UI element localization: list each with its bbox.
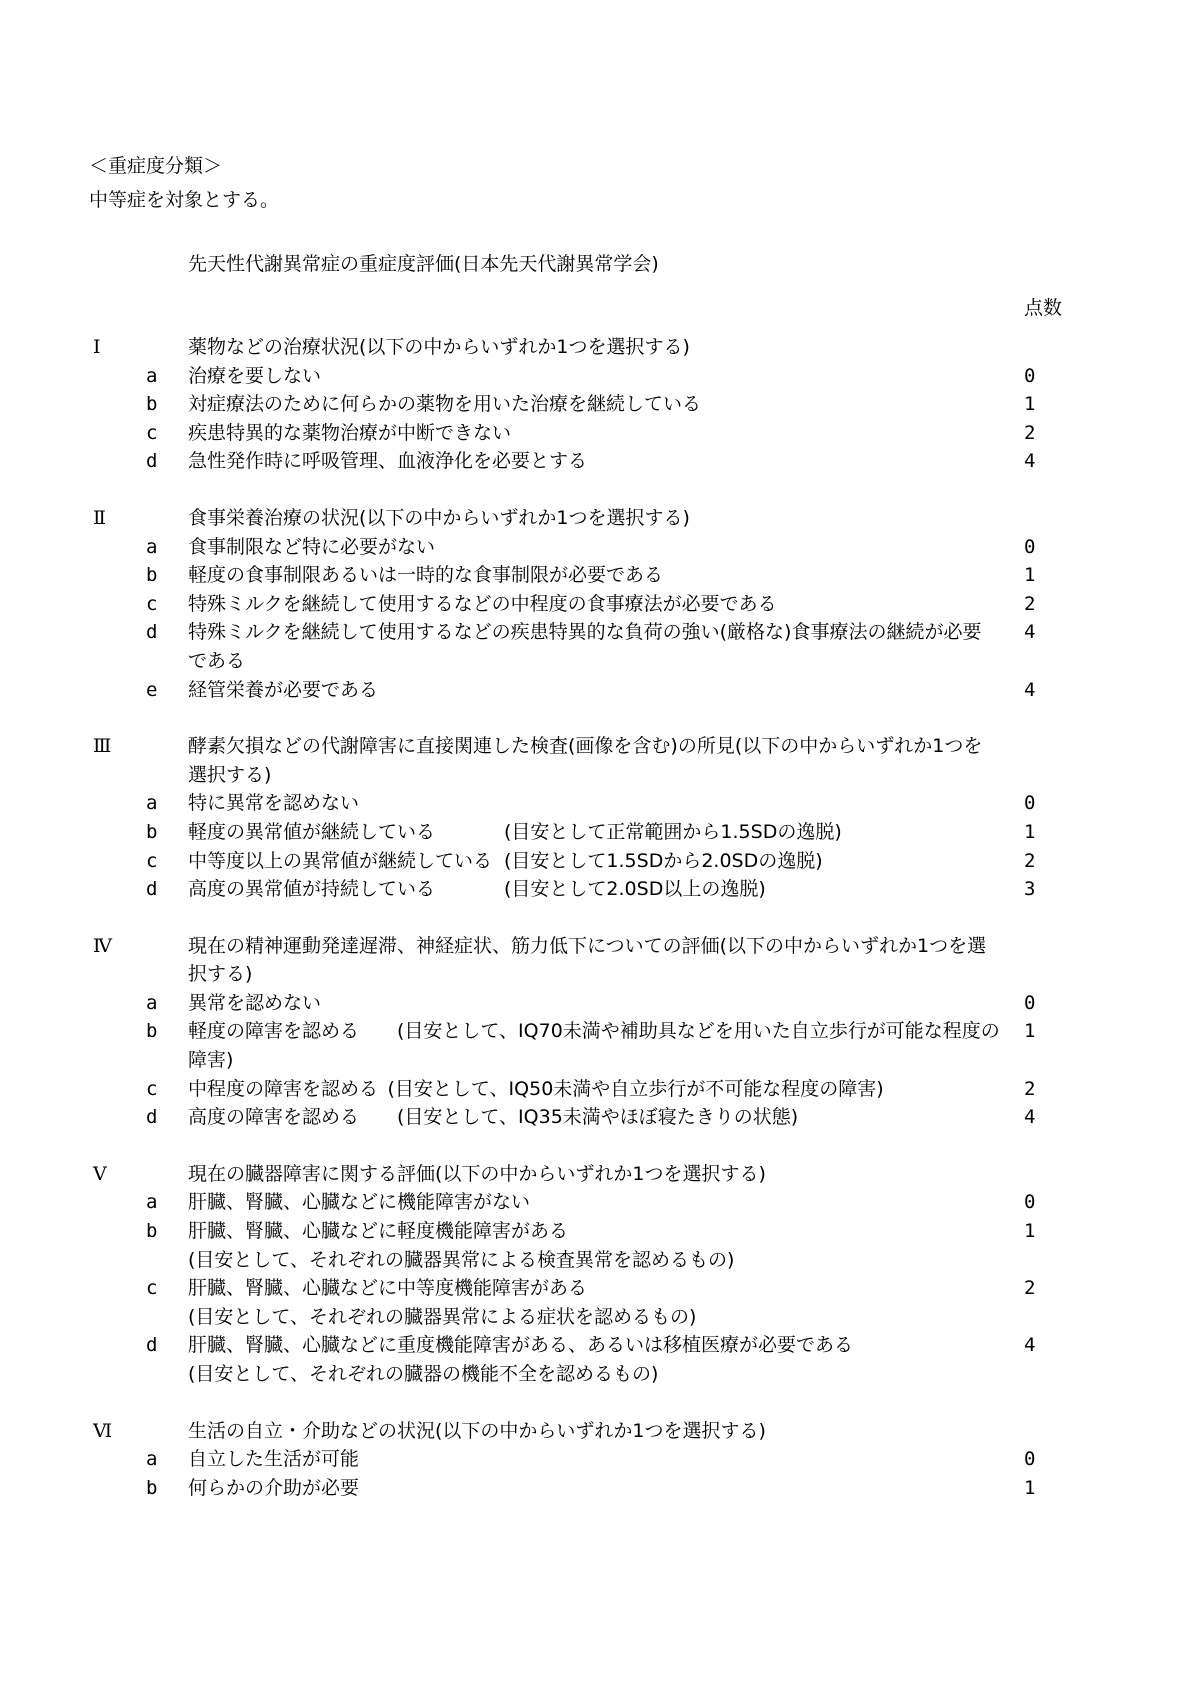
criteria-section xyxy=(0,333,1181,476)
item-criterion: 軽度の異常値が継続している xyxy=(188,820,436,843)
item-score: 2 xyxy=(1024,1077,1036,1100)
item-letter: c xyxy=(146,421,158,444)
item-text: 特殊ミルクを継続して使用するなどの中程度の食事療法が必要である xyxy=(188,592,777,615)
section-title-row xyxy=(0,1160,1181,1189)
criteria-item xyxy=(0,1445,1181,1474)
item-score: 4 xyxy=(1024,1334,1036,1357)
item-text xyxy=(188,875,1000,904)
criteria-item xyxy=(0,1075,1181,1104)
section-title: 生活の自立・介助などの状況(以下の中からいずれか1つを選択する) xyxy=(188,1419,766,1442)
criteria-item xyxy=(0,847,1181,876)
item-criterion: 異常を認めない xyxy=(188,991,322,1014)
item-letter: b xyxy=(146,1020,158,1043)
item-letter: d xyxy=(146,1106,158,1129)
criteria-item xyxy=(0,1017,1181,1074)
item-text xyxy=(188,789,1000,818)
item-text xyxy=(188,818,1000,847)
item-guideline-row xyxy=(0,1303,1181,1332)
criteria-section xyxy=(0,932,1181,1132)
item-guideline-row xyxy=(0,1246,1181,1275)
section-numeral: Ⅴ xyxy=(93,1162,107,1185)
item-text: 肝臓、腎臓、心臓などに重度機能障害がある、あるいは移植医療が必要である xyxy=(188,1334,854,1357)
criteria-item xyxy=(0,789,1181,818)
item-score: 0 xyxy=(1024,1448,1036,1471)
item-text: 経管栄養が必要である xyxy=(188,678,379,701)
item-letter: a xyxy=(146,792,158,815)
section-title-row xyxy=(0,732,1181,789)
section-numeral: Ⅵ xyxy=(93,1419,113,1442)
section-title: 酵素欠損などの代謝障害に直接関連した検査(画像を含む)の所見(以下の中からいずれか1つを選択する) xyxy=(188,735,983,786)
item-text: 対症療法のために何らかの薬物を用いた治療を継続している xyxy=(188,393,702,416)
criteria-item xyxy=(0,447,1181,476)
criteria-item xyxy=(0,1188,1181,1217)
criteria-item xyxy=(0,875,1181,904)
item-letter: b xyxy=(146,564,158,587)
item-letter: a xyxy=(146,535,158,558)
item-letter: a xyxy=(146,991,158,1014)
section-numeral: Ⅱ xyxy=(93,506,106,529)
criteria-item xyxy=(0,1331,1181,1360)
item-text: 食事制限など特に必要がない xyxy=(188,535,436,558)
item-score: 0 xyxy=(1024,991,1036,1014)
item-letter: d xyxy=(146,450,158,473)
item-letter: b xyxy=(146,393,158,416)
criteria-item xyxy=(0,362,1181,391)
item-score: 1 xyxy=(1024,820,1036,843)
item-criterion: 中等度以上の異常値が継続している xyxy=(188,849,493,872)
item-criterion: 軽度の障害を認める xyxy=(188,1020,360,1043)
criteria-item xyxy=(0,1474,1181,1503)
item-text: 自立した生活が可能 xyxy=(188,1448,360,1471)
criteria-section xyxy=(0,1417,1181,1503)
item-guideline: (目安として、それぞれの臓器異常による症状を認めるもの) xyxy=(188,1305,697,1328)
criteria-item xyxy=(0,618,1181,675)
item-letter: a xyxy=(146,1191,158,1214)
criteria-item xyxy=(0,533,1181,562)
criteria-item xyxy=(0,818,1181,847)
item-criterion: 高度の異常値が持続している xyxy=(188,878,436,901)
criteria-section xyxy=(0,504,1181,704)
item-letter: b xyxy=(146,820,158,843)
item-score: 2 xyxy=(1024,421,1036,444)
item-text: 治療を要しない xyxy=(188,364,322,387)
item-score: 1 xyxy=(1024,564,1036,587)
section-heading: ＜重症度分類＞ xyxy=(89,155,223,177)
item-letter: d xyxy=(146,878,158,901)
item-text: 肝臓、腎臓、心臓などに軽度機能障害がある xyxy=(188,1220,569,1243)
item-text xyxy=(188,1017,1000,1074)
item-text: 特殊ミルクを継続して使用するなどの疾患特異的な負荷の強い(厳格な)食事療法の継続が必要である xyxy=(188,621,982,672)
item-score: 0 xyxy=(1024,792,1036,815)
item-text: 肝臓、腎臓、心臓などに機能障害がない xyxy=(188,1191,531,1214)
criteria-item xyxy=(0,989,1181,1018)
item-text: 何らかの介助が必要 xyxy=(188,1476,360,1499)
section-title: 現在の臓器障害に関する評価(以下の中からいずれか1つを選択する) xyxy=(188,1162,766,1185)
section-title: 薬物などの治療状況(以下の中からいずれか1つを選択する) xyxy=(188,336,690,358)
item-text: 疾患特異的な薬物治療が中断できない xyxy=(188,421,512,444)
item-score: 4 xyxy=(1024,1106,1036,1129)
criteria-item xyxy=(0,390,1181,419)
section-title: 現在の精神運動発達遅滞、神経症状、筋力低下についての評価(以下の中からいずれか1つを選択する) xyxy=(188,934,987,986)
item-letter: d xyxy=(146,1334,158,1357)
score-column-header: 点数 xyxy=(1024,297,1063,319)
criteria-section xyxy=(0,732,1181,904)
item-guideline: (目安として1.5SDから2.0SDの逸脱) xyxy=(504,849,823,872)
item-score: 1 xyxy=(1024,393,1036,416)
item-text: 急性発作時に呼吸管理、血液浄化を必要とする xyxy=(188,450,588,473)
item-guideline: (目安として、IQ50未満や自立歩行が不可能な程度の障害) xyxy=(387,1077,884,1100)
section-title-row xyxy=(0,932,1181,989)
criteria-item xyxy=(0,1274,1181,1303)
item-score: 0 xyxy=(1024,1191,1036,1214)
criteria-item xyxy=(0,1217,1181,1246)
item-criterion: 中程度の障害を認める xyxy=(188,1077,379,1100)
item-letter: c xyxy=(146,849,158,872)
item-score: 1 xyxy=(1024,1220,1036,1243)
item-guideline: (目安として正常範囲から1.5SDの逸脱) xyxy=(504,820,842,843)
item-score: 4 xyxy=(1024,450,1036,473)
item-score: 4 xyxy=(1024,678,1036,701)
item-score: 2 xyxy=(1024,592,1036,615)
item-score: 0 xyxy=(1024,535,1036,558)
item-text xyxy=(188,847,1000,876)
item-guideline-row xyxy=(0,1360,1181,1389)
item-score: 1 xyxy=(1024,1476,1036,1499)
item-score: 1 xyxy=(1024,1020,1036,1043)
section-title-row xyxy=(0,333,1181,362)
criteria-item xyxy=(0,676,1181,705)
item-letter: c xyxy=(146,1277,158,1300)
item-letter: b xyxy=(146,1476,158,1499)
item-text xyxy=(188,1075,1000,1104)
item-letter: a xyxy=(146,364,158,387)
item-guideline: (目安として、IQ35未満やほぼ寝たきりの状態) xyxy=(397,1106,799,1129)
criteria-sections xyxy=(0,333,1181,1530)
section-title: 食事栄養治療の状況(以下の中からいずれか1つを選択する) xyxy=(188,506,690,529)
item-letter: d xyxy=(146,621,158,644)
table-title: 先天性代謝異常症の重症度評価(日本先天代謝異常学会) xyxy=(188,253,659,275)
item-guideline: (目安として2.0SD以上の逸脱) xyxy=(504,878,766,901)
item-criterion: 特に異常を認めない xyxy=(188,792,360,815)
item-letter: b xyxy=(146,1220,158,1243)
item-score: 3 xyxy=(1024,878,1036,901)
section-numeral: Ⅳ xyxy=(93,934,112,957)
criteria-item xyxy=(0,1103,1181,1132)
item-score: 2 xyxy=(1024,1277,1036,1300)
criteria-item xyxy=(0,590,1181,619)
intro-text: 中等症を対象とする。 xyxy=(89,189,280,211)
item-criterion: 高度の障害を認める xyxy=(188,1106,360,1129)
item-text xyxy=(188,989,1000,1018)
item-guideline: (目安として、IQ70未満や補助具などを用いた自立歩行が可能な程度の障害) xyxy=(188,1020,1000,1072)
section-title-row xyxy=(0,504,1181,533)
criteria-item xyxy=(0,561,1181,590)
item-letter: c xyxy=(146,1077,158,1100)
item-score: 2 xyxy=(1024,849,1036,872)
item-letter: c xyxy=(146,592,158,615)
criteria-section xyxy=(0,1160,1181,1389)
item-guideline: (目安として、それぞれの臓器の機能不全を認めるもの) xyxy=(188,1363,659,1385)
section-numeral: Ⅰ xyxy=(93,336,101,358)
item-guideline: (目安として、それぞれの臓器異常による検査異常を認めるもの) xyxy=(188,1248,735,1271)
item-score: 4 xyxy=(1024,621,1036,644)
item-text xyxy=(188,1103,1000,1132)
item-text: 肝臓、腎臓、心臓などに中等度機能障害がある xyxy=(188,1277,588,1300)
item-text: 軽度の食事制限あるいは一時的な食事制限が必要である xyxy=(188,564,664,587)
item-score: 0 xyxy=(1024,364,1036,387)
section-title-row xyxy=(0,1417,1181,1446)
item-letter: e xyxy=(146,678,158,701)
criteria-item xyxy=(0,419,1181,448)
item-letter: a xyxy=(146,1448,158,1471)
section-numeral: Ⅲ xyxy=(93,735,112,758)
